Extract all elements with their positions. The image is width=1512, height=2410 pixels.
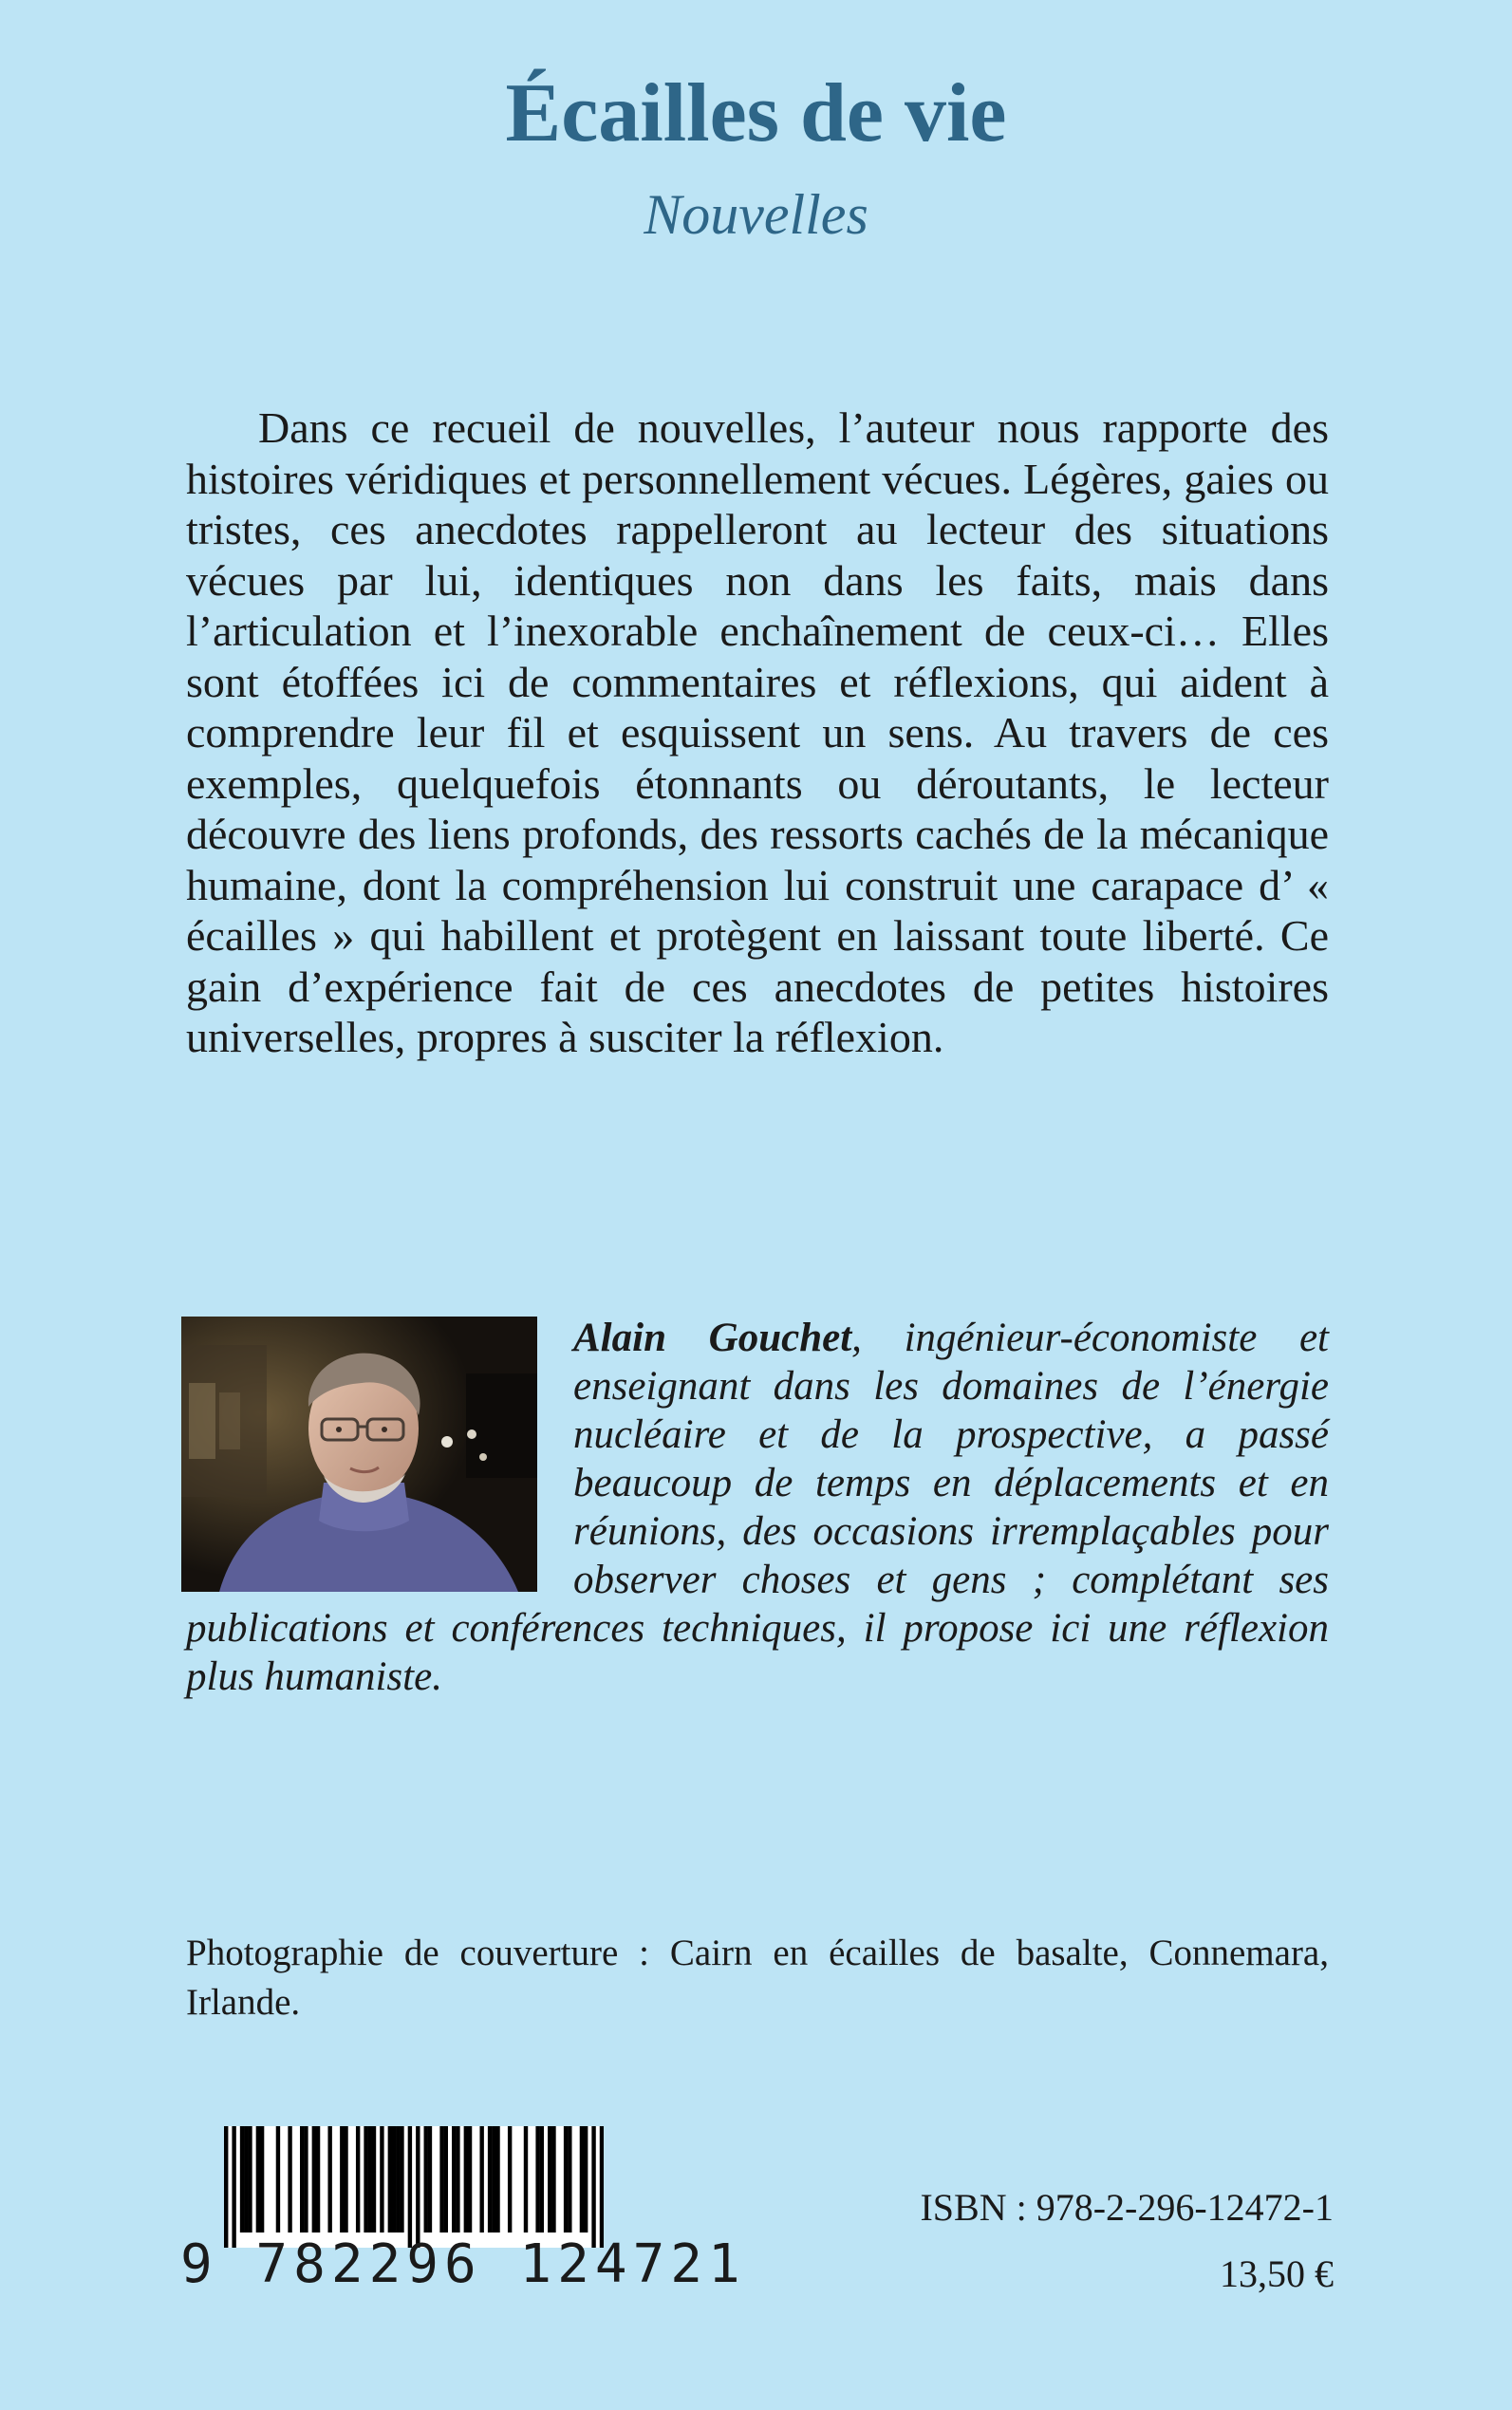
barcode-bar bbox=[580, 2126, 584, 2233]
barcode-bar bbox=[300, 2126, 304, 2233]
barcode-bar bbox=[564, 2126, 568, 2233]
barcode-bar bbox=[388, 2126, 392, 2233]
barcode-bar bbox=[456, 2126, 459, 2233]
barcode-bar bbox=[316, 2126, 320, 2233]
barcode-bar bbox=[428, 2126, 432, 2233]
barcode-bar bbox=[400, 2126, 403, 2233]
barcode-bar bbox=[452, 2126, 456, 2233]
barcode-bar bbox=[479, 2126, 483, 2233]
barcode-bar bbox=[248, 2126, 252, 2233]
barcode-bar bbox=[540, 2126, 544, 2233]
barcode-bar bbox=[600, 2126, 604, 2248]
barcode-bar bbox=[468, 2126, 472, 2233]
barcode-bar bbox=[548, 2126, 551, 2233]
barcode-bar bbox=[224, 2126, 228, 2248]
barcode-bar bbox=[464, 2126, 468, 2233]
barcode-bar bbox=[535, 2126, 539, 2233]
barcode-bar bbox=[488, 2126, 492, 2233]
barcode-bar bbox=[380, 2126, 383, 2233]
author-name: Alain Gouchet bbox=[573, 1316, 852, 1360]
barcode-bar bbox=[408, 2126, 412, 2248]
author-bio-text: , ingénieur-économiste et enseignant dans les domaines de l’énergie nucléaire et de la prospective, a passé beaucoup de temps en déplacements et en réunions, des occasions irremplaçables pour observer choses et gens ; complétant ses publications et conférences techniques, il propose ici une réflexion plus humaniste. bbox=[186, 1316, 1329, 1699]
barcode-bar bbox=[368, 2126, 372, 2233]
barcode-digits: 9 782296 124721 bbox=[180, 2233, 746, 2295]
barcode-bar bbox=[364, 2126, 367, 2233]
barcode-bar bbox=[288, 2126, 291, 2233]
barcode-bar bbox=[591, 2126, 595, 2248]
book-title: Écailles de vie bbox=[505, 67, 1007, 159]
barcode-bar bbox=[524, 2126, 528, 2233]
photo-credit: Photographie de couverture : Cairn en écailles de basalte, Connemara, Irlande. bbox=[186, 1933, 1329, 2023]
barcode-bar bbox=[492, 2126, 495, 2233]
barcode-bar bbox=[444, 2126, 448, 2233]
barcode-bar bbox=[568, 2126, 571, 2233]
barcode-bar bbox=[256, 2126, 260, 2233]
barcode-bar bbox=[240, 2126, 244, 2233]
barcode-bar bbox=[392, 2126, 396, 2233]
barcode-bar bbox=[508, 2126, 512, 2233]
book-blurb bbox=[186, 402, 1329, 1063]
photo-spacer bbox=[186, 1314, 573, 1598]
barcode-bar bbox=[340, 2126, 344, 2233]
barcode-bar bbox=[424, 2126, 428, 2233]
barcode-bar bbox=[372, 2126, 376, 2233]
barcode-bar bbox=[584, 2126, 588, 2233]
barcode-bar bbox=[276, 2126, 280, 2233]
isbn: ISBN : 978-2-296-12472-1 bbox=[920, 2186, 1334, 2229]
barcode-bar bbox=[439, 2126, 443, 2233]
author-bio bbox=[186, 1314, 1329, 1701]
barcode-bar bbox=[396, 2126, 400, 2233]
blurb-text: Dans ce recueil de nouvelles, l’auteur nous rapporte des histoires véridiques et personnellement vécues. Légères, gaies ou tristes, ces anecdotes rappelleront au lecteur des situations vécues par lui, identiques non dans les faits, mais dans l’articulation et l’inexorable enchaînement de ceux-ci… Elles sont étoffées ici de commentaires et réflexions, qui aident à comprendre leur fil et esquissent un sens. Au travers de ces exemples, quelquefois étonnants ou déroutants, le lecteur découvre des liens profonds, des ressorts cachés de la mécanique humaine, dont la compréhension lui construit une carapace d’ « écailles » qui habillent et protègent en laissant toute liberté. Ce gain d’expérience fait de ces anecdotes de petites histoires universelles, propres à susciter la réflexion. bbox=[186, 403, 1329, 1061]
barcode-bars bbox=[224, 2126, 604, 2248]
barcode-bar bbox=[551, 2126, 555, 2233]
barcode-bar bbox=[344, 2126, 347, 2233]
barcode-bar bbox=[304, 2126, 308, 2233]
barcode-bar bbox=[232, 2126, 235, 2248]
barcode-bar bbox=[312, 2126, 316, 2233]
barcode-bar bbox=[356, 2126, 360, 2233]
book-subtitle: Nouvelles bbox=[644, 183, 868, 246]
barcode-bar bbox=[244, 2126, 248, 2233]
barcode-bar bbox=[495, 2126, 499, 2233]
barcode-bar bbox=[416, 2126, 420, 2248]
barcode-bar bbox=[327, 2126, 331, 2233]
price: 13,50 € bbox=[1220, 2252, 1334, 2295]
barcode-bar bbox=[260, 2126, 264, 2233]
barcode bbox=[142, 2126, 746, 2297]
